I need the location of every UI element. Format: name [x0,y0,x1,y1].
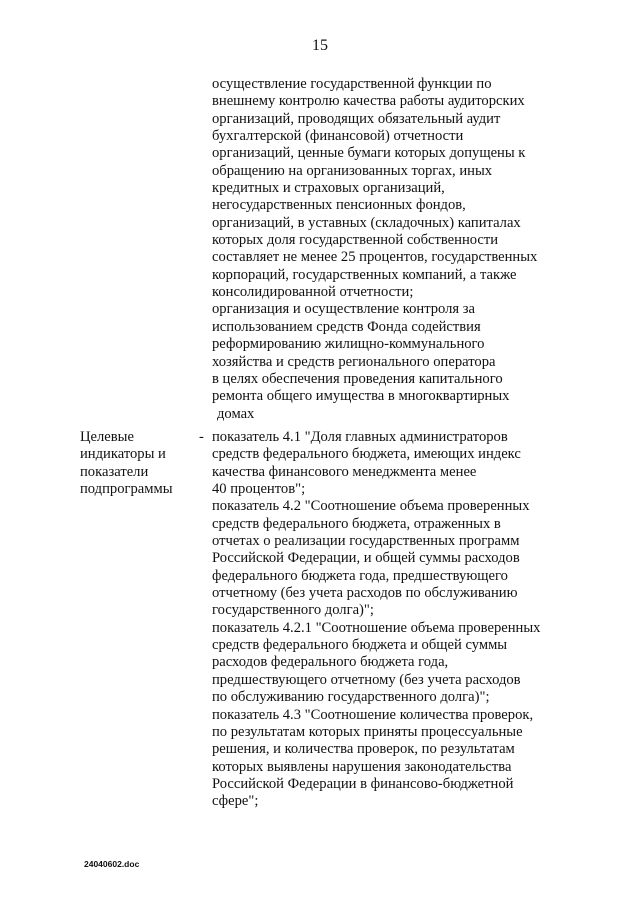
text-line: которых доля государственной собственности [212,232,499,249]
section-label-line: индикаторы и [80,446,166,463]
document-filename: 24040602.doc [84,859,140,869]
text-line: отчетах о реализации государственных программ [212,533,520,550]
text-line: негосударственных пенсионных фондов, [212,197,466,214]
text-line: в целях обеспечения проведения капитального [212,370,503,387]
text-line: корпораций, государственных компаний, а также [212,266,517,283]
section-label-line: показатели [80,463,149,480]
upper-text-block [212,76,572,423]
text-line: предшествующего отчетному (без учета расходов [212,671,521,688]
text-line: сфере"; [212,793,259,810]
text-line: реформированию жилищно-коммунального [212,336,485,353]
text-line: осуществление государственной функции по [212,76,492,92]
text-line: показатель 4.3 "Соотношение количества проверок, [212,706,534,723]
text-line: средств федерального бюджета, имеющих индекс [212,446,521,463]
text-line: качества финансового менеджмента менее [212,463,477,480]
text-line: кредитных и страховых организаций, [212,180,445,197]
text-line: домах [217,405,255,422]
text-line: консолидированной отчетности; [212,284,414,301]
text-line: показатель 4.1 "Доля главных администраторов [212,429,508,445]
text-line: внешнему контролю качества работы аудиторских [212,93,525,110]
section-label-line: Целевые [80,429,134,445]
text-line: средств федерального бюджета, отраженных в [212,515,501,532]
indicators-text-block [212,429,572,811]
text-line: показатель 4.2 "Соотношение объема проверенных [212,498,530,515]
text-line: федерального бюджета года, предшествующего [212,567,508,584]
text-line: Российской Федерации в финансово-бюджетной [212,775,514,792]
text-line: использованием средств Фонда содействия [212,318,481,335]
text-line: расходов федерального бюджета года, [212,654,449,671]
text-line: решения, и количества проверок, по результатам [212,741,515,758]
page-number: 15 [312,37,328,54]
text-line: ремонта общего имущества в многоквартирных [212,388,510,405]
text-line: обращению на организованных торгах, иных [212,162,493,179]
text-line: составляет не менее 25 процентов, государственных [212,249,538,266]
text-line: по результатам которых приняты процессуальные [212,723,523,740]
text-line: организаций, ценные бумаги которых допущены к [212,145,526,162]
section-label-line: подпрограммы [80,481,173,498]
text-line: государственного долга)"; [212,602,374,619]
text-line: 40 процентов"; [212,481,306,498]
text-line: средств федерального бюджета и общей суммы [212,637,508,654]
section-label [80,429,190,498]
text-line: организация и осуществление контроля за [212,301,476,318]
text-line: организаций, проводящих обязательный аудит [212,110,501,127]
text-line: хозяйства и средств регионального оператора [212,353,496,370]
text-line: Российской Федерации, и общей суммы расходов [212,550,520,567]
text-line: по обслуживанию государственного долга)"; [212,689,490,706]
text-line: которых выявлены нарушения законодательства [212,758,512,775]
separator-dash: - [199,429,204,445]
text-line: бухгалтерской (финансовой) отчетности [212,128,464,145]
text-line: отчетному (без учета расходов по обслуживанию [212,585,518,602]
text-line: организаций, в уставных (складочных) капиталах [212,214,521,231]
text-line: показатель 4.2.1 "Соотношение объема проверенных [212,619,541,636]
